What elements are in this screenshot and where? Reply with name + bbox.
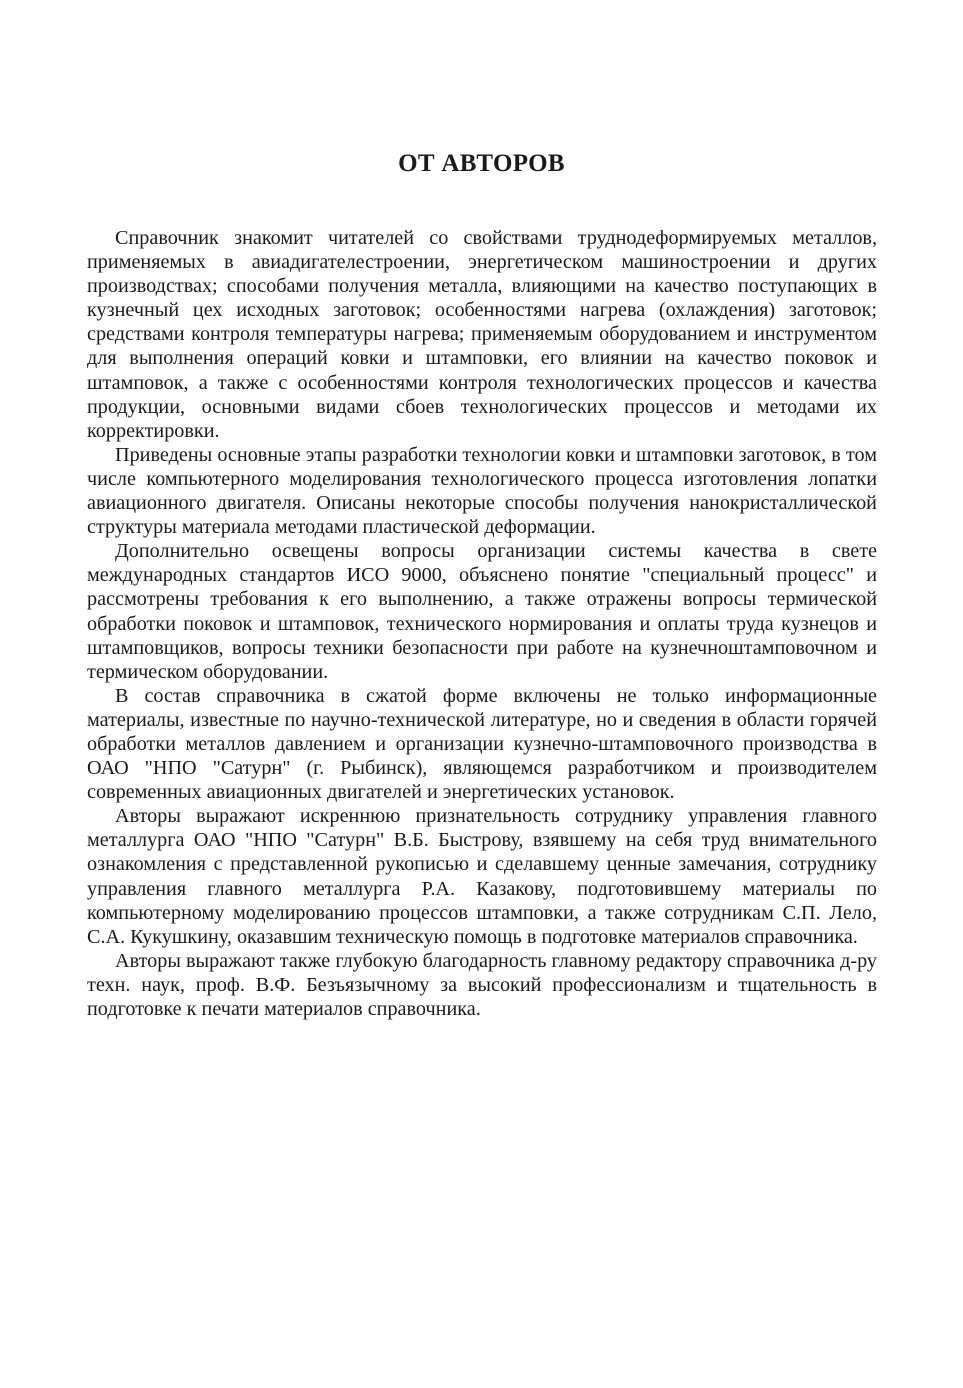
paragraph-1: Справочник знакомит читателей со свойствами труднодеформируемых металлов, применяемых в авиадигателестроении, энергетическом машиностроении и других производствах; способами получения металла, влияющими на качество поступающих в кузнечный цех исходных заготовок; особенностями нагрева (охлаждения) заготовок; средствами контроля температуры нагрева; применяемым оборудованием и инструментом для выполнения операций ковки и штамповки, его влиянии на качество поковок и штамповок, а также с особенностями контроля технологических процессов и качества продукции, основными видами сбоев технологических процессов и методами их корректировки.: [87, 227, 877, 442]
page-title: ОТ АВТОРОВ: [398, 150, 565, 177]
paragraph-4: В состав справочника в сжатой форме включены не только информационные материалы, известные по научно-технической литературе, но и сведения в области горячей обработки металлов давлением и организации кузнечно-штамповочного производства в ОАО "НПО "Сатурн" (г. Рыбинск), являющемся разработчиком и производителем современных авиационных двигателей и энергетических установок.: [87, 684, 877, 804]
paragraph-2: Приведены основные этапы разработки технологии ковки и штамповки заготовок, в том числе компьютерного моделирования технологического процесса изготовления лопатки авиационного двигателя. Описаны некоторые способы получения нанокристаллической структуры материала методами пластической деформации.: [87, 443, 877, 539]
body-text: [87, 226, 877, 1021]
paragraph-5: Авторы выражают искреннюю признательность сотруднику управления главного металлурга ОАО "НПО "Сатурн" В.Б. Быстрову, взявшему на себя труд внимательного ознакомления с представленной рукописью и сделавшему ценные замечания, сотруднику управления главного металлурга Р.А. Казакову, подготовившему материалы по компьютерному моделированию процессов штамповки, а также сотрудникам С.П. Лело, С.А. Кукушкину, оказавшим техническую помощь в подготовке материалов справочника.: [87, 805, 877, 948]
paragraph-3: Дополнительно освещены вопросы организации системы качества в свете международных стандартов ИСО 9000, объяснено понятие "специальный процесс" и рассмотрены требования к его выполнению, а также отражены вопросы термической обработки поковок и штамповок, технического нормирования и оплаты труда кузнецов и штамповщиков, вопросы техники безопасности при работе на кузнечноштамповочном и термическом оборудовании.: [87, 540, 877, 683]
paragraph-6: Авторы выражают также глубокую благодарность главному редактору справочника д-ру техн. наук, проф. В.Ф. Безъязычному за высокий профессионализм и тщательность в подготовке к печати материалов справочника.: [87, 949, 877, 1020]
